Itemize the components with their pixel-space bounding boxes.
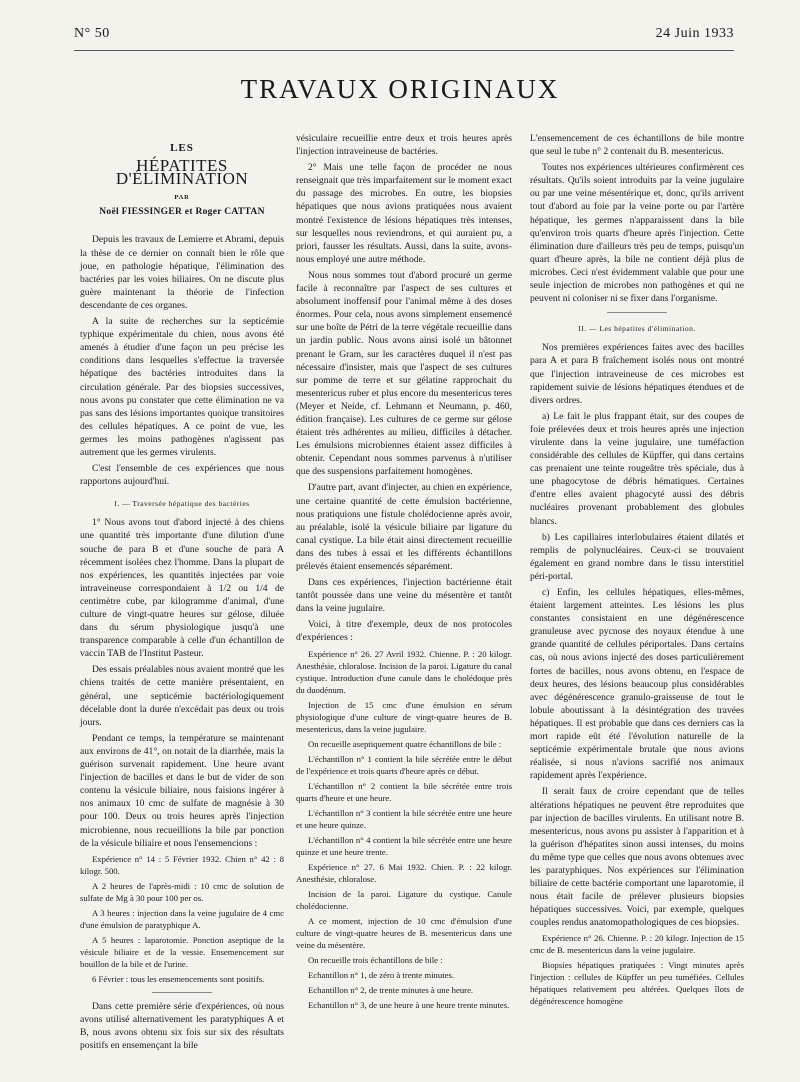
paragraph: A la suite de recherches sur la septicémie typhique expérimentale du chien, nous avons été amenés à étudier d'une façon un peu précise les conditions dans lesquelles s'effectue la traversée hépatique des bactéries introduites dans la circulation générale. Par des biopsies successives, nous avons pu constater que cette élimination ne va pas sans des lésions importantes quoique transitoires des cellules hépatiques. A ce point de vue, les germes les moins pathogènes n'agissent pas autrement que les germes virulents. <box>80 316 284 458</box>
protocol-line: On recueille trois échantillons de bile : <box>308 954 443 965</box>
divider <box>152 992 212 993</box>
experiment-protocol <box>530 932 744 1007</box>
article-par: PAR <box>174 194 190 202</box>
paragraph: 1° Nous avons tout d'abord injecté à des chiens une quantité très importante d'une dilution d'une souche de para B et d'une souche de para A récemment isolées chez l'homme. Dans la plupart de nos expériences, les quantités injectées par voie intraveineuse correspondaient à 1/2 ou 1/4 de centimètre cube, par kilogramme d'animal, d'une culture de vingt-quatre heures sur gélose, diluée dans du sérum physiologique jusqu'à une transparence comparable à celle d'un échantillon de vaccin TAB de l'Institut Pasteur. <box>80 517 284 660</box>
column-1 <box>80 132 284 1055</box>
paragraph: Depuis les travaux de Lemierre et Abrami, depuis la thèse de ce dernier on connaît bien le rôle que joue, en pathologie hépatique, l'élimination des bactéries par les voies biliaires. On ne discute plus guère maintenant la théorie de l'infection descendante de ces organes. <box>80 234 284 311</box>
protocol-line: A 3 heures : injection dans la veine jugulaire de 4 cmc d'une émulsion de paratyphique A. <box>80 907 284 930</box>
issue-date: 24 Juin 1933 <box>655 26 734 41</box>
protocol-line: Echantillon n° 1, de zéro à trente minutes. <box>308 969 455 980</box>
paragraph: Voici, à titre d'exemple, deux de nos protocoles d'expériences : <box>296 619 512 644</box>
protocol-line: L'échantillon n° 2 contient la bile sécrétée entre trois quarts d'heure et une heure. <box>296 780 512 803</box>
protocol-line: Biopsies hépatiques pratiquées : Vingt minutes après l'injection : cellules de Küpffer un peu tuméfiées. Cellules hépatiques relativement peu altérées. Quelques îlots de dégénérescence homogène <box>530 960 744 1007</box>
protocol-line: A 5 heures : laparotomie. Ponction aseptique de la vésicule biliaire et de la vessie. Ensemencement sur bouillon de la bile et de l'urine. <box>80 934 284 969</box>
subsection-heading: I. — Traversée hépatique des bactéries <box>114 499 250 509</box>
paragraph: a) Le fait le plus frappant était, sur des coupes de foie prélevées deux et trois heures après une injection virulente dans la veine jugulaire, une tuméfaction considérable des cellules de Küpffer, qui dans certains cas prenaient une teinte rougeâtre très spéciale, dus à une phagocytose de débris hématiques. Certaines d'entre elles avaient phagocyté aussi des débris nucléaires provenant probablement des globules blancs. <box>530 410 744 527</box>
paragraph: vésiculaire recueillie entre deux et trois heures après l'injection intraveineuse de bactéries. <box>296 133 512 158</box>
protocol-line: Expérience n° 26. 27 Avril 1932. Chienne. P. : 20 kilogr. Anesthésie, chloralose. Incision de la paroi. Ligature du canal cystique. Introduction d'une canule dans le cholédoque près du duodénum. <box>296 648 512 695</box>
paragraph: Dans cette première série d'expériences, où nous avons utilisé alternativement les paratyphiques A et B, nous avons obtenu six fois sur six des résultats positifs en ensemençant la bile <box>80 1000 284 1051</box>
article-authors: Noël FIESSINGER et Roger CATTAN <box>99 207 265 218</box>
paragraph: Pendant ce temps, la température se maintenant aux environs de 41°, on notait de la diarrhée, mais la guérison survenait rapidement. Une heure avant l'injection de bacilles et dans le but de vider de son contenu la vésicule biliaire, nous faisions ingérer à nos animaux 10 cmc de sulfate de magnésie à 30 pour 100. Deux ou trois heures après l'injection microbienne, nous recueillions la bile par ponction de la vésicule biliaire et nous l'ensemencions : <box>80 732 284 849</box>
subsection-heading: II. — Les hépatites d'élimination. <box>578 324 696 334</box>
protocol-line: A ce moment, injection de 10 cmc d'émulsion d'une culture de vingt-quatre heures de B. mesentericus dans une veine du mésentère. <box>296 915 512 950</box>
article-title: HÉPATITES D'ÉLIMINATION <box>115 156 249 189</box>
column-3 <box>530 132 744 1010</box>
protocol-line: A 2 heures de l'après-midi : 10 cmc de solution de sulfate de Mg à 30 pour 100 per os. <box>80 880 284 903</box>
protocol-line: 6 Février : tous les ensemencements sont positifs. <box>92 973 265 984</box>
article-title-les: LES <box>170 142 194 154</box>
paragraph: Nous nous sommes tout d'abord procuré un germe facile à reconnaître par l'aspect de ses cultures et absolument inoffensif pour l'animal même à des doses énormes. Pour cela, nous avons simplement ensemencé sur une boîte de Pétri de la terre végétale recueillie dans un jardin public. Nous avons ainsi isolé un bâtonnet prenant le Gram, sur les caractères duquel il n'est pas nécessaire d'insister, mais que l'aspect de ses cultures sur pomme de terre et sur gélatine rapprochait du mesentericus ruber et plus encore du mesentericus teres (Meyer et Neide, cf. Lehmann et Neumann, p. 460, édition française). Les cultures de ce germe sur gélose étaient très adhérentes au milieu, difficiles à détacher. Les émulsions microbiennes étaient assez difficiles à obtenir. Cependant nous sommes parvenus à n'utiliser que des suspensions parfaitement homogènes. <box>296 269 512 478</box>
paragraph: Toutes nos expériences ultérieures confirmèrent ces résultats. Qu'ils soient introduits par la veine jugulaire ou par une veine mésentérique et, donc, qu'ils arrivent tout d'abord au foie par la veine porte ou par l'artère hépatique, les germes n'apparaissent dans la bile qu'environ trois quarts d'heure après l'injection. Cette élimination dure d'ailleurs très peu de temps, puisqu'un quart d'heure après, la bile ne contient déjà plus de microbes. Ceci n'est évidemment valable que pour une seule injection de microbes non pathogènes et qui ne peuvent ni coloniser ni se fixer dans l'organisme. <box>530 162 744 305</box>
running-header <box>74 26 734 52</box>
column-2 <box>296 132 512 1014</box>
protocol-line: Echantillon n° 2, de trente minutes à une heure. <box>308 984 474 995</box>
paragraph: b) Les capillaires interlobulaires étaient dilatés et remplis de polynucléaires. Ceux-ci se trouvaient également en grand nombre dans le tissu interstitiel péri-portal. <box>530 531 744 582</box>
paragraph: c) Enfin, les cellules hépatiques, elles-mêmes, étaient largement atteintes. Les lésions les plus constantes consistaient en une dégénérescence granuleuse avec pycnose des noyaux étendue à une grande quantité de cellules périportales. Dans certains cas, où nous avions injecté des doses particulièrement fortes de bacilles, nous avons obtenu, en l'espace de deux heures, des lésions beaucoup plus considérables avec dégénérescence granulo-graisseuse de tout le lobule aboutissant à la désintégration des travées hépatiques. Il est probable que dans ces derniers cas la mort rapide eût été l'évolution naturelle de la septicémie expérimentale brutale que nous avions réalisée, si nous n'avions sacrifié nos animaux rapidement après l'expérience. <box>530 587 744 782</box>
paragraph: Nos premières expériences faites avec des bacilles para A et para B fraîchement isolés nous ont montré que l'injection intraveineuse de ces microbes est rapidement suivie de lésions hépatiques étendues et de divers ordres. <box>530 342 744 406</box>
paragraph: 2° Mais une telle façon de procéder ne nous renseignait que très imparfaitement sur le moment exact du passage des microbes. En outre, les biopsies hépatiques que nous avions pratiquées nous avaient montré l'existence de lésions hépatiques très intenses, sur lesquelles nous reviendrons, et qui auraient pu, a priori, fausser les résultats. Aussi, dans la suite, avons-nous employé une autre méthode. <box>296 162 512 265</box>
protocol-line: Incision de la paroi. Ligature du cystique. Canule cholédocienne. <box>296 888 512 911</box>
protocol-line: On recueille aseptiquement quatre échantillons de bile : <box>308 738 502 749</box>
paragraph: L'ensemencement de ces échantillons de bile montre que seul le tube n° 2 contenait du B. mesentericus. <box>530 133 744 158</box>
protocol-line: L'échantillon n° 4 contient la bile sécrétée entre une heure quinze et une heure trente. <box>296 834 512 857</box>
protocol-line: Injection de 15 cmc d'une émulsion en sérum physiologique d'une culture de vingt-quatre heures de B. mesentericus, dans la veine jugulaire. <box>296 699 512 734</box>
protocol-line: Expérience n° 27. 6 Mai 1932. Chien. P. : 22 kilogr. Anesthésie, chloralose. <box>296 861 512 884</box>
protocol-line: Expérience n° 14 : 5 Février 1932. Chien n° 42 : 8 kilogr. 500. <box>80 853 284 876</box>
experiment-protocol <box>80 853 284 985</box>
experiment-protocol <box>296 648 512 1011</box>
protocol-line: L'échantillon n° 3 contient la bile sécrétée entre une heure et une heure quinze. <box>296 807 512 830</box>
issue-number: N° 50 <box>74 26 110 41</box>
paragraph: Dans ces expériences, l'injection bactérienne était tantôt poussée dans une veine du mésentère et tantôt dans la veine jugulaire. <box>296 577 512 615</box>
protocol-line: L'échantillon n° 1 contient la bile sécrétée entre le début de l'expérience et trois quarts d'heure après ce début. <box>296 753 512 776</box>
header-rule <box>74 50 734 51</box>
protocol-line: Expérience n° 26. Chienne. P. : 20 kilogr. Injection de 15 cmc de B. mesentericus dans la veine jugulaire. <box>530 933 744 956</box>
paragraph: Des essais préalables nous avaient montré que les chiens traités de cette manière présentaient, en général, une septicémie bactériologiquement décelable dont la durée n'excédait pas deux ou trois jours. <box>80 664 284 728</box>
paragraph: Il serait faux de croire cependant que de telles altérations hépatiques ne peuvent être reproduites que par injection de bacilles virulents. En utilisant notre B. mesentericus, nous avons pu assister à l'apparition et à la guérison d'hépatites sinon aussi intenses, du moins du même type que celles que nous avons obtenues avec les paratyphiques. Nos expériences sur l'élimination biliaire de cette bactérie comportant une laparotomie, il nous était facile de prélever plusieurs biopsies hépatiques successives. Voici, par exemple, quelques couples rendus anatomopathologiques de ces biopsies. <box>530 786 744 929</box>
divider <box>607 312 667 313</box>
section-title: TRAVAUX ORIGINAUX <box>240 74 560 104</box>
paragraph: C'est l'ensemble de ces expériences que nous rapportons aujourd'hui. <box>80 463 284 488</box>
paragraph: D'autre part, avant d'injecter, au chien en expérience, une certaine quantité de cette émulsion bactérienne, nous pratiquions une fistule cholédocienne après avoir, au préalable, isolé la vésicule biliaire par ligature du canal cystique. La bile était ainsi directement recueillie dans des tubes à essai et les différents échantillons prélevés étaient ensemencés séparément. <box>296 482 512 572</box>
protocol-line: Echantillon n° 3, de une heure à une heure trente minutes. <box>308 999 510 1010</box>
